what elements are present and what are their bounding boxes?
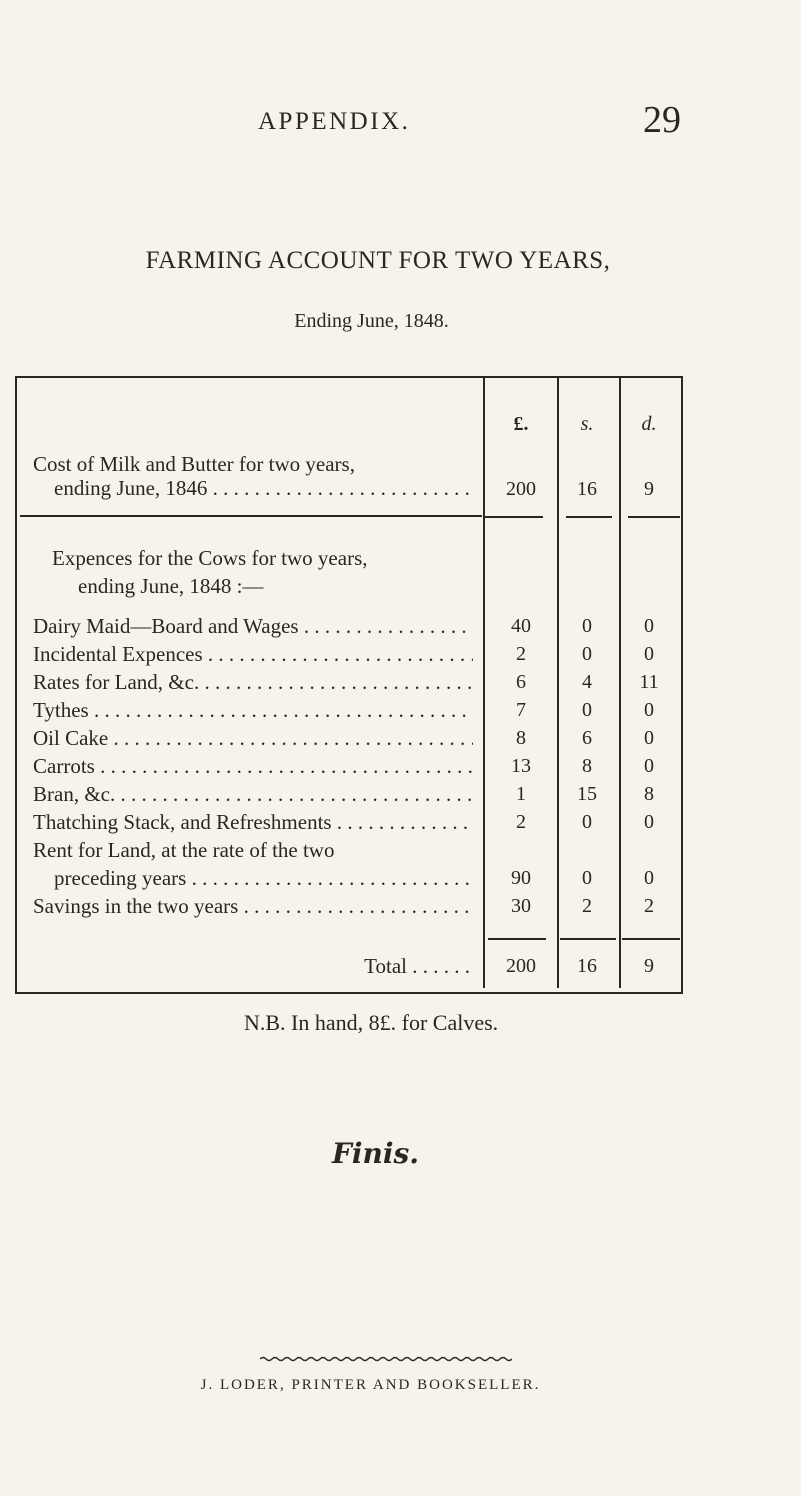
right-border [681,376,683,992]
expense-pence: 2 [644,895,654,917]
expense-pounds: 40 [511,615,531,637]
total-shillings: 16 [577,955,597,977]
cost-label-line2: ending June, 1846 . . . [54,476,474,500]
expenses-heading-line1: Expences for the Cows for two years, [52,546,368,570]
expense-label: Dairy Maid—Board and Wages . . . [33,614,473,638]
expense-label: Oil Cake . . . [33,726,473,750]
expense-shillings: 0 [582,867,592,889]
expense-pence: 0 [644,727,654,749]
pence-col-rule [628,516,680,518]
cost-pounds: 200 [506,478,536,500]
expense-label: Savings in the two years . . . [33,894,473,918]
expense-pence: 0 [644,699,654,721]
table-bottom-rule [15,992,683,994]
expense-shillings: 6 [582,727,592,749]
total-pence: 9 [644,955,654,977]
expense-pounds: 13 [511,755,531,777]
expense-pounds: 8 [516,727,526,749]
expense-label-cont: preceding years . . . [54,866,473,890]
expense-pence: 0 [644,615,654,637]
shillings-heading: s. [580,413,594,435]
expense-label: Thatching Stack, and Refreshments . . . [33,810,473,834]
expense-pounds: 30 [511,895,531,917]
expenses-heading-line2: ending June, 1848 :— [78,574,264,598]
expense-pence: 0 [644,811,654,833]
document-subtitle: Ending June, 1848. [294,310,449,332]
pounds-heading: £. [513,413,529,435]
label-col-divider [483,376,485,988]
total-pounds: 200 [506,955,536,977]
wavy-rule-ornament [260,1356,512,1362]
expense-label: Tythes . . . [33,698,473,722]
pounds-col-rule [485,516,543,518]
expense-pence: 8 [644,783,654,805]
total-pounds-rule [488,938,546,940]
expense-pounds: 2 [516,643,526,665]
expense-pounds: 6 [516,671,526,693]
total-shillings-rule [560,938,616,940]
expense-shillings: 15 [577,783,597,805]
expense-shillings: 4 [582,671,592,693]
running-header: APPENDIX. [258,108,411,135]
expense-pounds: 7 [516,699,526,721]
table-top-rule [15,376,683,378]
expense-label: Bran, &c. . . . [33,782,473,806]
expense-label: Carrots . . . [33,754,473,778]
expense-pounds: 1 [516,783,526,805]
nota-bene: N.B. In hand, 8£. for Calves. [244,1010,499,1035]
document-title: FARMING ACCOUNT FOR TWO YEARS, [145,247,611,274]
cost-pence: 9 [644,478,654,500]
pence-heading: d. [641,413,657,435]
expense-shillings: 8 [582,755,592,777]
total-label: Total . . . . . . [364,954,470,978]
expense-pence: 0 [644,755,654,777]
left-border [15,376,17,992]
expense-pounds: 2 [516,811,526,833]
expense-shillings: 2 [582,895,592,917]
expense-shillings: 0 [582,643,592,665]
expense-shillings: 0 [582,811,592,833]
printer-imprint: J. LODER, PRINTER AND BOOKSELLER. [200,1377,541,1393]
expense-pence: 0 [644,867,654,889]
expense-label: Rent for Land, at the rate of the two [33,838,335,862]
expense-shillings: 0 [582,615,592,637]
expense-pence: 0 [644,643,654,665]
total-pence-rule [622,938,680,940]
expense-pence: 11 [639,671,659,693]
page-number: 29 [643,99,681,141]
shillings-col-rule [566,516,612,518]
expense-label: Incidental Expences . . . [33,642,473,666]
cost-shillings: 16 [577,478,597,500]
expense-pounds: 90 [511,867,531,889]
expense-shillings: 0 [582,699,592,721]
expense-label: Rates for Land, &c. . . . [33,670,473,694]
finis: Finis. [331,1137,420,1170]
section-rule [20,515,482,517]
cost-label-line1: Cost of Milk and Butter for two years, [33,452,355,476]
